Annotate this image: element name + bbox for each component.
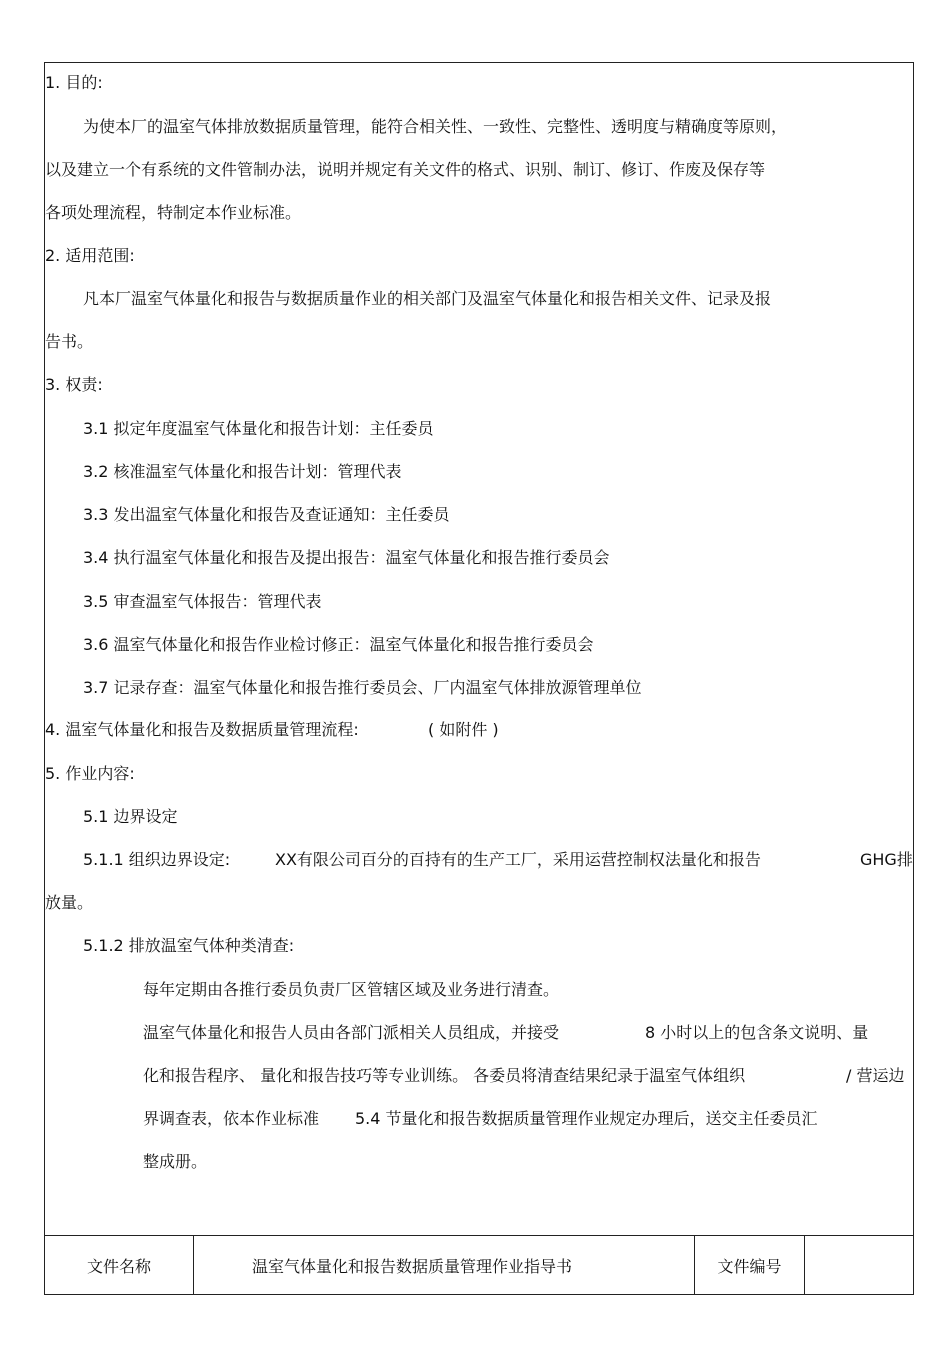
subsection-5-1-1-label: 5.1.1 组织边界设定: (83, 850, 231, 869)
section-1-paragraph-line: 为使本厂的温室气体排放数据质量管理，能符合相关性、一致性、完整性、透明度与精确度等原则， (83, 117, 788, 136)
section-4-title: 4. 温室气体量化和报告及数据质量管理流程: (45, 720, 359, 739)
section-2-title: 2. 适用范围: (45, 246, 135, 265)
section-3-title: 3. 权责: (45, 375, 103, 394)
responsibility-item: 3.7 记录存查：温室气体量化和报告推行委员会、厂内温室气体排放源管理单位 (83, 678, 642, 697)
responsibility-item: 3.5 审查温室气体报告：管理代表 (83, 592, 322, 611)
document-name-value: 温室气体量化和报告数据质量管理作业指导书 (193, 1236, 694, 1295)
document-body (45, 63, 913, 1235)
responsibility-item: 3.2 核准温室气体量化和报告计划：管理代表 (83, 462, 402, 481)
subsection-5-1-1-continuation: 放量。 (45, 893, 94, 912)
section-5-title: 5. 作业内容: (45, 764, 135, 783)
section-2-paragraph-line: 告书。 (45, 332, 94, 351)
section-1-title: 1. 目的: (45, 73, 103, 92)
document-number-value (804, 1236, 913, 1295)
section-1-paragraph-line: 各项处理流程，特制定本作业标准。 (45, 203, 302, 222)
document-name-label: 文件名称 (86, 1257, 151, 1276)
document-frame (44, 62, 914, 1295)
subsection-5-1-2-paragraph: 温室气体量化和报告人员由各部门派相关人员组成，并接受 (143, 1023, 560, 1042)
subsection-5-1-2-paragraph: 8 小时以上的包含条文说明、量 (645, 1023, 869, 1042)
responsibility-item: 3.6 温室气体量化和报告作业检讨修正：温室气体量化和报告推行委员会 (83, 635, 594, 654)
subsection-5-1-2-paragraph: 化和报告程序、 量化和报告技巧等专业训练。 各委员将清查结果纪录于温室气体组织 (143, 1066, 746, 1085)
responsibility-item: 3.3 发出温室气体量化和报告及查证通知：主任委员 (83, 505, 450, 524)
section-1-paragraph-line: 以及建立一个有系统的文件管制办法，说明并规定有关文件的格式、识别、制订、修订、作废及保存等 (45, 160, 766, 179)
subsection-5-1-2-paragraph: 5.4 节量化和报告数据质量管理作业规定办理后，送交主任委员汇 (355, 1109, 818, 1128)
document-number-label: 文件编号 (694, 1236, 804, 1295)
document-footer-table (45, 1235, 913, 1295)
subsection-5-1-1-ghg: GHG排 (860, 850, 913, 869)
responsibility-item: 3.1 拟定年度温室气体量化和报告计划：主任委员 (83, 419, 434, 438)
subsection-5-1-2-paragraph: / 营运边 (846, 1066, 905, 1085)
subsection-5-1-2-title: 5.1.2 排放温室气体种类清查: (83, 936, 295, 955)
section-4-note: ( 如附件 ) (428, 720, 499, 739)
subsection-5-1-2-paragraph: 每年定期由各推行委员负责厂区管辖区域及业务进行清查。 (143, 980, 560, 999)
subsection-5-1-1-text: XX有限公司百分的百持有的生产工厂，采用运营控制权法量化和报告 (275, 850, 761, 869)
section-2-paragraph-line: 凡本厂温室气体量化和报告与数据质量作业的相关部门及温室气体量化和报告相关文件、记录及报 (83, 289, 772, 308)
responsibility-item: 3.4 执行温室气体量化和报告及提出报告：温室气体量化和报告推行委员会 (83, 548, 610, 567)
subsection-5-1-2-paragraph: 界调查表，依本作业标准 (143, 1109, 320, 1128)
subsection-5-1-2-paragraph: 整成册。 (143, 1152, 208, 1171)
subsection-5-1: 5.1 边界设定 (83, 807, 178, 826)
